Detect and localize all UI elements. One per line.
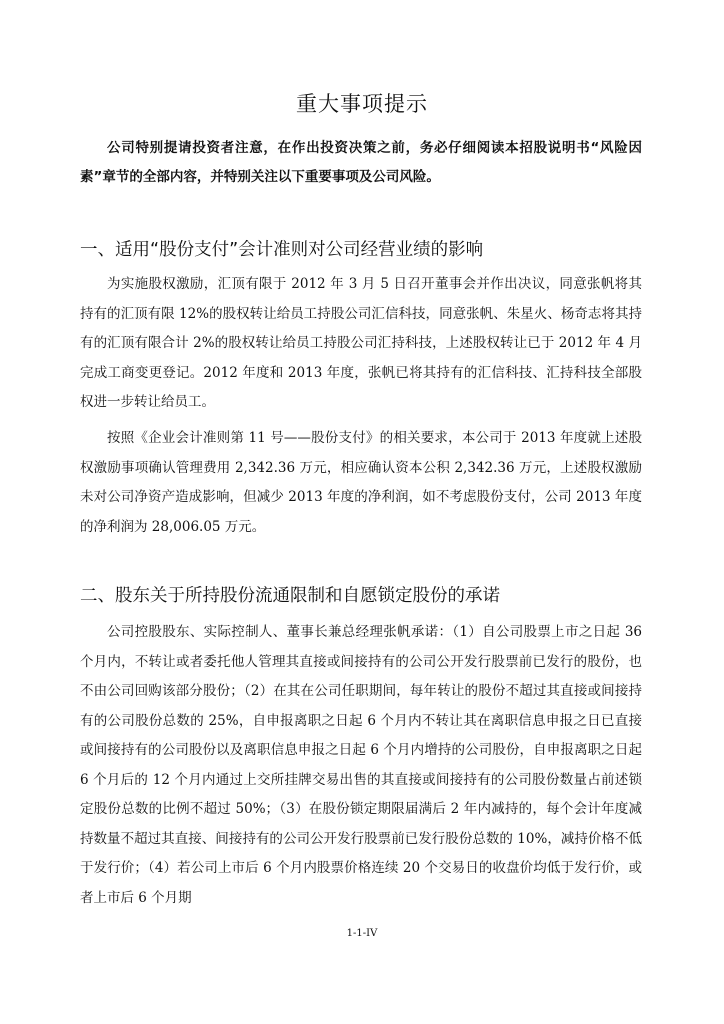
section-2-paragraph-1: 公司控股股东、实际控制人、董事长兼总经理张帆承诺：（1）自公司股票上市之日起 36 个月内，不转让或者委托他人管理其直接或间接持有的公司公开发行股票前已发行的股份，也不由公司回购该部分股份；（2）在其在公司任职期间，每年转让的股份不超过其直接或间接持有的公司股份总数的 25%，自申报离职之日起 6 个月内不转让其在离职信息申报之日已直接或间接持有的公司股份以及离职信息申报之日起 6 个月内增持的公司股份，自申报离职之日起 6 个月后的 12 个月内通过上交所挂牌交易出售的其直接或间接持有的公司股份数量占前述锁定股份总数的比例不超过 50%；（3）在股份锁定期限届满后 2 年内减持的，每个会计年度减持数量不超过其直接、间接持有的公司公开发行股票前已发行股份总数的 10%，减持价格不低于发行价；（4）若公司上市后 6 个月内股票价格连续 20 个交易日的收盘价均低于发行价，或者上市后 6 个月期 <box>80 624 642 906</box>
page-number: 1-1-IV <box>346 928 378 939</box>
section-1-paragraph-1: 为实施股权激励，汇顶有限于 2012 年 3 月 5 日召开董事会并作出决议，同意张帆将其持有的汇顶有限 12%的股权转让给员工持股公司汇信科技，同意张帆、朱星火、杨奇志将其持有的汇顶有限合计 2%的股权转让给员工持股公司汇持科技，上述股权转让已于 2012 年 4 月完成工商变更登记。2012 年度和 2013 年度，张帆已将其持有的汇信科技、汇持科技全部股权进一步转让给员工。 <box>80 276 642 410</box>
section-heading-2: 二、股东关于所持股份流通限制和自愿锁定股份的承诺 <box>80 586 500 606</box>
section-1-paragraph-2: 按照《企业会计准则第 11 号——股份支付》的相关要求，本公司于 2013 年度就上述股权激励事项确认管理费用 2,342.36 万元，相应确认资本公积 2,342.36 万元，上述股权激励未对公司净资产造成影响，但减少 2013 年度的净利润，如不考虑股份支付，公司 2013 年度的净利润为 28,006.05 万元。 <box>80 430 642 535</box>
important-notice: 公司特别提请投资者注意，在作出投资决策之前，务必仔细阅读本招股说明书“风险因素”章节的全部内容，并特别关注以下重要事项及公司风险。 <box>80 140 642 185</box>
section-heading-1: 一、适用“股份支付”会计准则对公司经营业绩的影响 <box>80 240 484 260</box>
page-title: 重大事项提示 <box>296 92 428 116</box>
